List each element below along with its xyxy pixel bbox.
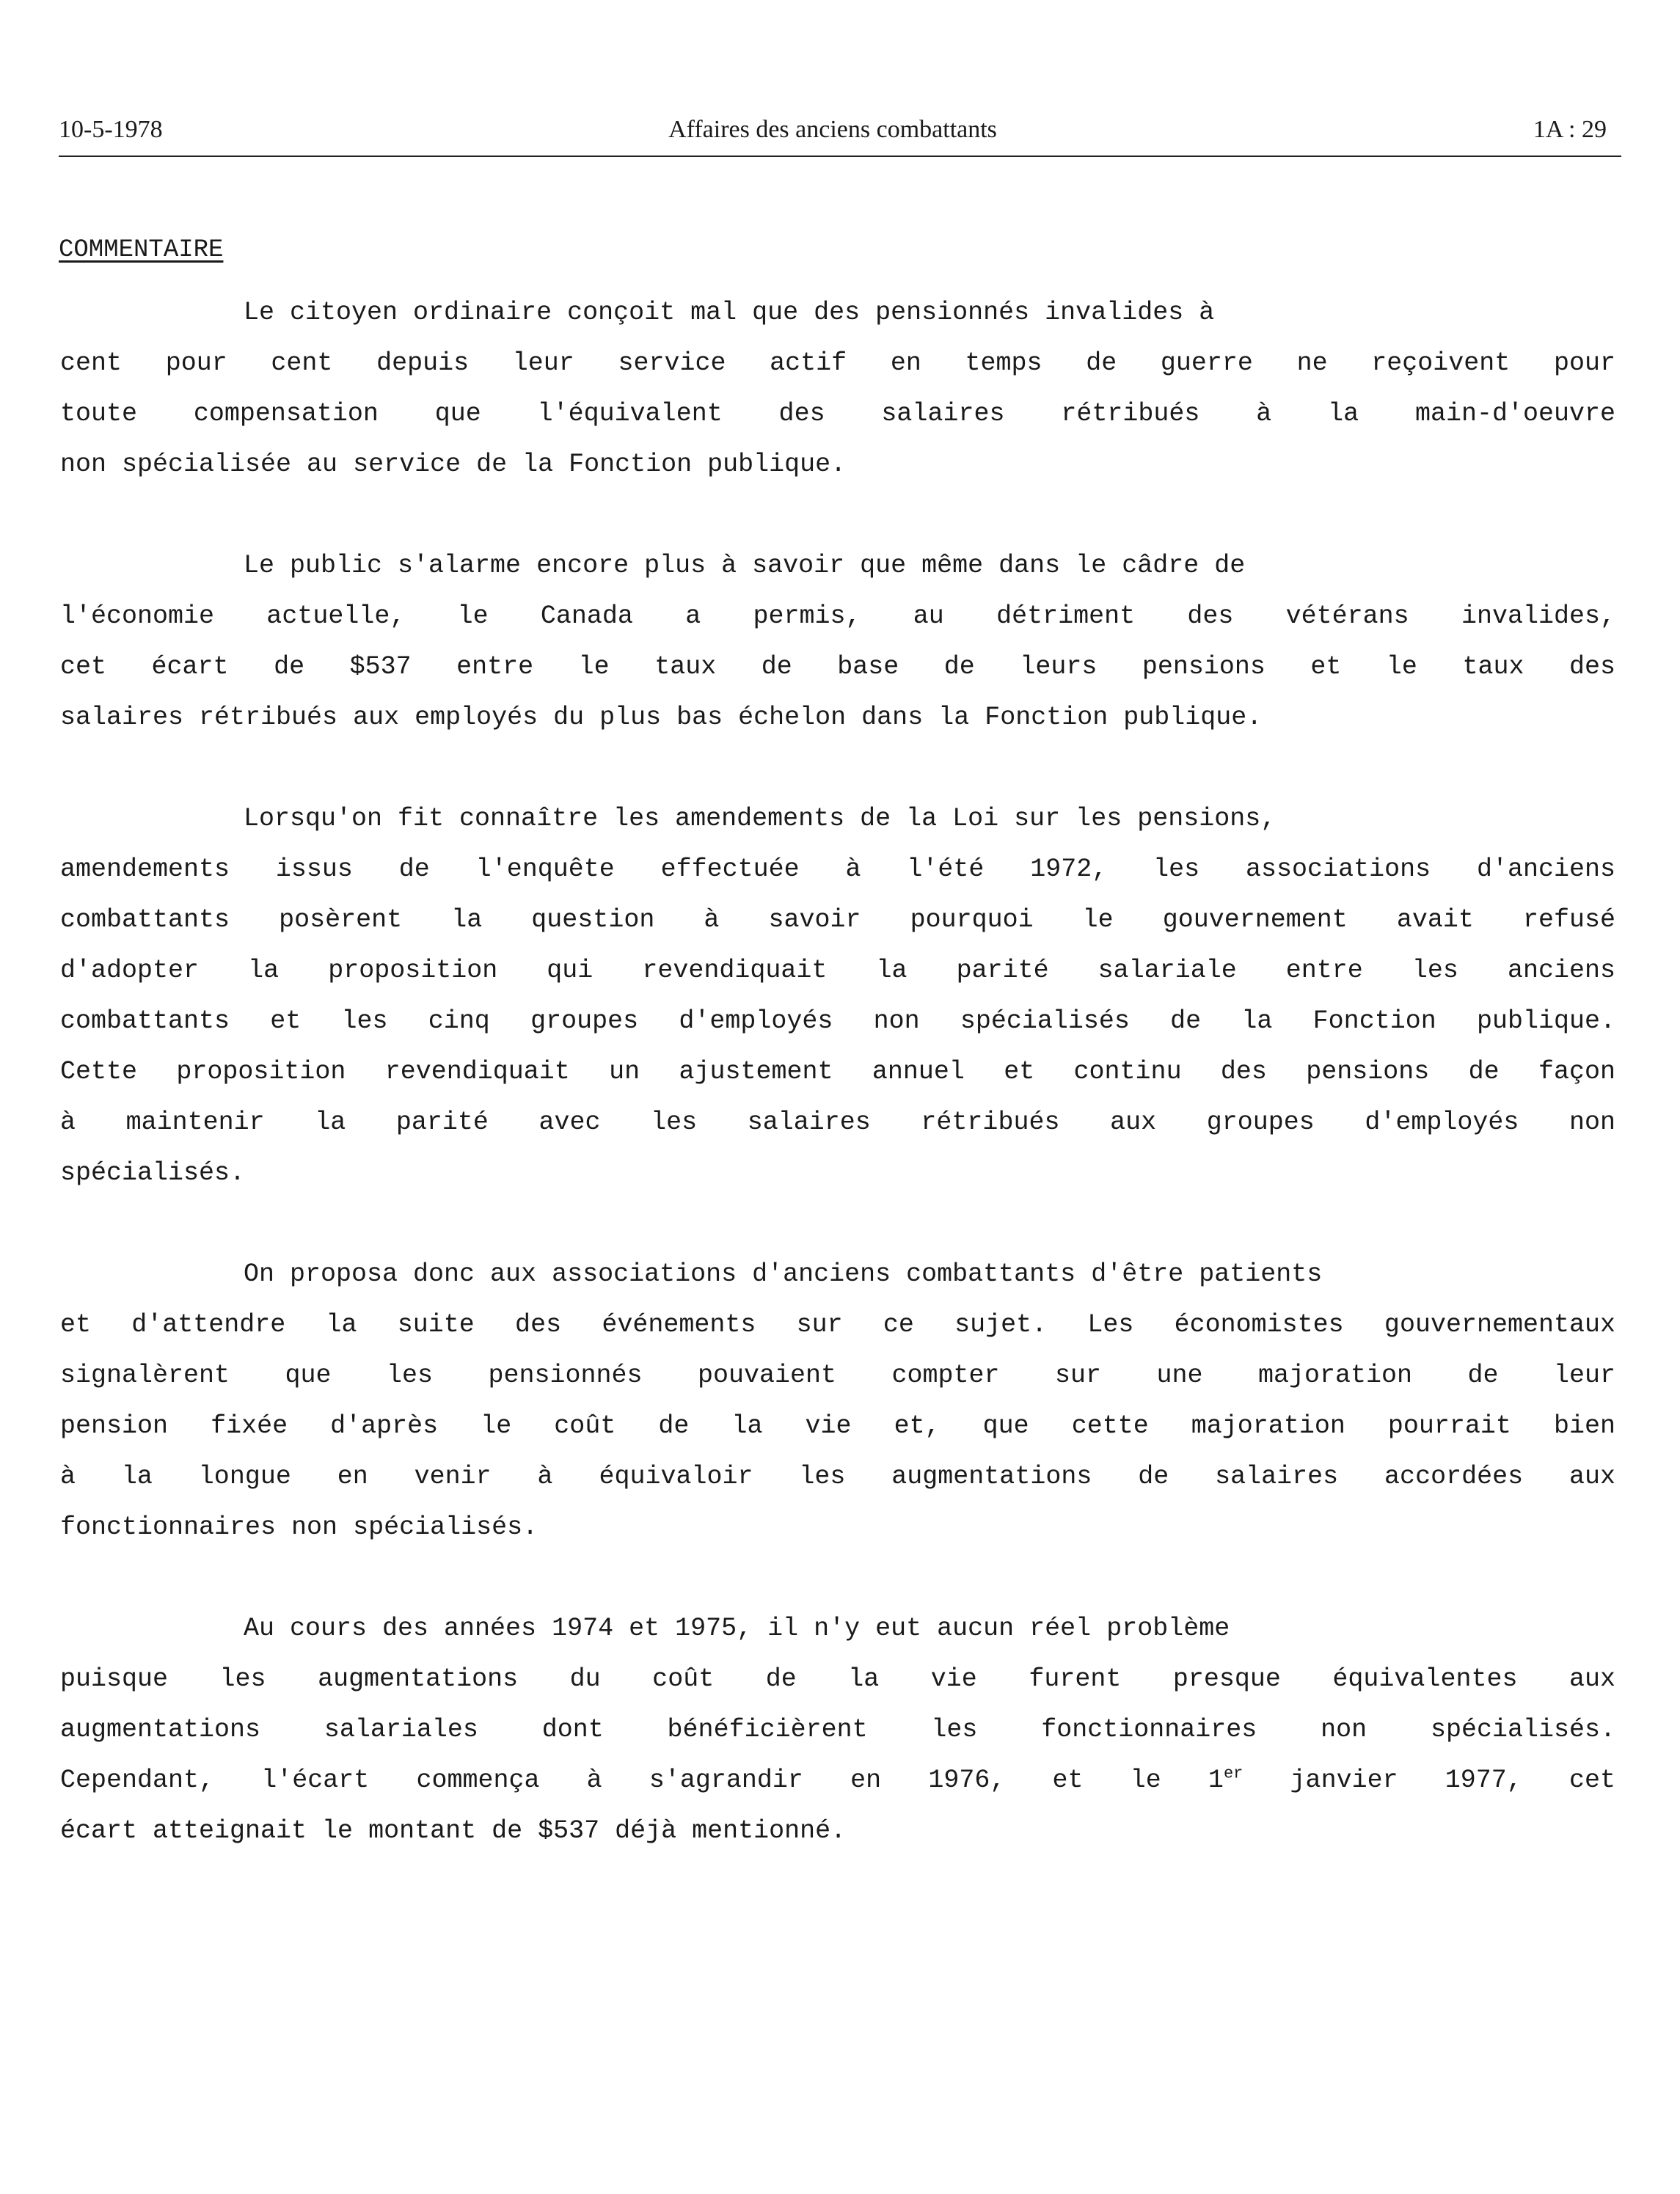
text-line: écart atteignait le montant de $537 déjà mentionné. (60, 1816, 847, 1846)
paragraph (60, 288, 1615, 490)
text-line: Au cours des années 1974 et 1975, il n'y eut aucun réel problème (244, 1614, 1230, 1643)
text-line: cent pour cent depuis leur service actif en temps de guerre ne reçoivent pour (60, 348, 1615, 378)
text-line: l'économie actuelle, le Canada a permis, au détriment des vétérans invalides, (60, 601, 1615, 631)
text-fragment: janvier 1977, cet (1243, 1766, 1616, 1795)
text-line: salaires rétribués aux employés du plus bas échelon dans la Fonction publique. (60, 703, 1263, 732)
text-line: augmentations salariales dont bénéficièrent les fonctionnaires non spécialisés. (60, 1715, 1615, 1744)
header-page-number: 1A : 29 (1533, 116, 1607, 143)
text-line: à la longue en venir à équivaloir les augmentations de salaires accordées aux (60, 1462, 1615, 1491)
text-line: Le public s'alarme encore plus à savoir que même dans le câdre de (244, 551, 1246, 580)
header-rule (59, 156, 1621, 157)
text-line: toute compensation que l'équivalent des salaires rétribués à la main-d'oeuvre (60, 399, 1615, 428)
text-line: combattants posèrent la question à savoir pourquoi le gouvernement avait refusé (60, 905, 1615, 935)
body-text (60, 288, 1615, 1907)
paragraph (60, 1249, 1615, 1553)
text-line: fonctionnaires non spécialisés. (60, 1513, 538, 1542)
text-line: signalèrent que les pensionnés pouvaient compter sur une majoration de leur (60, 1361, 1615, 1390)
text-line: Le citoyen ordinaire conçoit mal que des pensionnés invalides à (244, 298, 1215, 327)
paragraph (60, 794, 1615, 1199)
text-line: cet écart de $537 entre le taux de base de leurs pensions et le taux des (60, 652, 1615, 681)
text-line: à maintenir la parité avec les salaires rétribués aux groupes d'employés non (60, 1108, 1615, 1137)
paragraph (60, 541, 1615, 743)
text-line: pension fixée d'après le coût de la vie et, que cette majoration pourrait bien (60, 1411, 1615, 1441)
text-line: spécialisés. (60, 1158, 246, 1188)
superscript: er (1223, 1764, 1243, 1783)
text-line: combattants et les cinq groupes d'employés non spécialisés de la Fonction publique. (60, 1006, 1615, 1036)
text-line: et d'attendre la suite des événements sur ce sujet. Les économistes gouvernementaux (60, 1310, 1615, 1339)
text-line: Cependant, l'écart commença à s'agrandir en 1976, et le 1er janvier 1977, cet (60, 1764, 1616, 1795)
paragraph (60, 1604, 1615, 1857)
text-line: Cette proposition revendiquait un ajustement annuel et continu des pensions de façon (60, 1057, 1615, 1086)
text-line: puisque les augmentations du coût de la vie furent presque équivalentes aux (60, 1664, 1615, 1694)
text-line: On proposa donc aux associations d'anciens combattants d'être patients (244, 1259, 1323, 1289)
text-line: non spécialisée au service de la Fonction publique. (60, 450, 847, 479)
text-line: d'adopter la proposition qui revendiquait la parité salariale entre les anciens (60, 956, 1615, 985)
header-title: Affaires des anciens combattants (668, 116, 997, 143)
section-heading: COMMENTAIRE (59, 236, 224, 264)
page-header (59, 116, 1607, 154)
header-date: 10-5-1978 (59, 116, 163, 143)
text-line: Lorsqu'on fit connaître les amendements de la Loi sur les pensions, (244, 804, 1277, 833)
text-line: amendements issus de l'enquête effectuée à l'été 1972, les associations d'anciens (60, 855, 1615, 884)
